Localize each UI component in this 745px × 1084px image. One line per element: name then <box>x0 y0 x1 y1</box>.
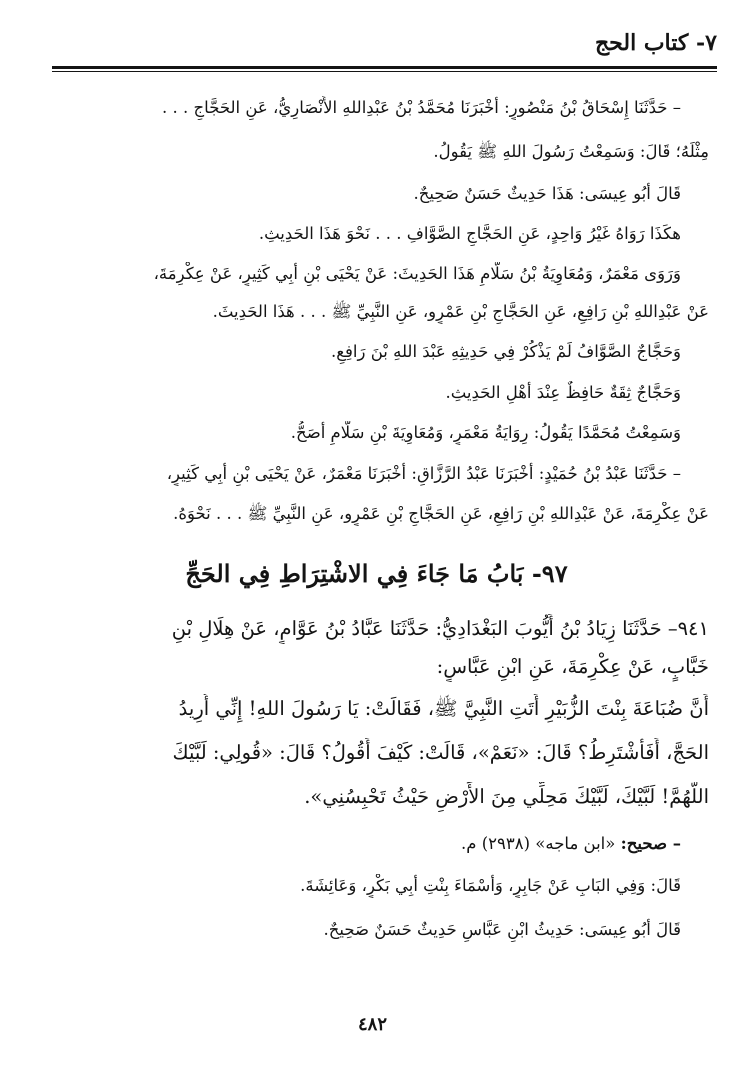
matn-line: أَنَّ ضُبَاعَةَ بِنْتَ الزُّبَيْرِ أَتَتِ النَّبِيَّ ﷺ، فَقَالَتْ: يَا رَسُولَ اللهِ! إِنِّي أُرِيدُ <box>178 697 709 720</box>
isnad-line: ٩٤١– حَدَّثَنَا زِيَادُ بْنُ أَيُّوبَ البَغْدَادِيُّ: حَدَّثَنَا عَبَّادُ بْنُ عَوَّامٍ، عَنْ هِلَالِ بْنِ <box>171 617 709 640</box>
text-line: قَالَ أَبُو عِيسَى: حَدِيثُ ابْنِ عَبَّاسٍ حَدِيثٌ حَسَنٌ صَحِيحٌ. <box>323 920 681 939</box>
text-line: مِثْلَهُ؛ قَالَ: وَسَمِعْتُ رَسُولَ اللهِ ﷺ يَقُولُ. <box>433 142 709 161</box>
isnad-line: خَبَّابٍ، عَنْ عِكْرِمَةَ، عَنِ ابْنِ عَبَّاسٍ: <box>436 655 709 678</box>
text-line: قَالَ: وَفِي البَابِ عَنْ جَابِرٍ، وَأَسْمَاءَ بِنْتِ أَبِي بَكْرٍ، وَعَائِشَةَ. <box>300 876 681 895</box>
running-header-title: ٧- كتاب الحج <box>594 30 717 56</box>
text-line: وَحَجَّاجٌ الصَّوَّافُ لَمْ يَذْكُرْ فِي حَدِيثِهِ عَبْدَ اللهِ بْنَ رَافِعٍ. <box>331 342 681 361</box>
matn-line: اللَّهُمَّ! لَبَّيْكَ، لَبَّيْكَ مَحِلِّي مِنَ الأَرْضِ حَيْثُ تَحْبِسُنِي». <box>304 785 709 808</box>
text-line: – حَدَّثَنَا إِسْحَاقُ بْنُ مَنْصُورٍ: أَخْبَرَنَا مُحَمَّدُ بْنُ عَبْدِاللهِ الأَنْصَارِيُّ، عَنِ الحَجَّاجِ . . . <box>162 98 681 117</box>
header-rule-thin <box>52 71 717 72</box>
text-line: هكَذَا رَوَاهُ غَيْرُ وَاحِدٍ، عَنِ الحَجَّاجِ الصَّوَّافِ . . . نَحْوَ هَذَا الحَدِيثِ. <box>258 224 681 243</box>
text-line: عَنْ عَبْدِاللهِ بْنِ رَافِعٍ، عَنِ الحَجَّاجِ بْنِ عَمْرٍو، عَنِ النَّبِيِّ ﷺ . . . هَذَا الحَدِيثَ. <box>212 302 709 321</box>
page-number: ٤٨٢ <box>357 1014 387 1035</box>
text-line: وَحَجَّاجٌ ثِقَةٌ حَافِظٌ عِنْدَ أَهْلِ الحَدِيثِ. <box>445 383 681 402</box>
header-rule-thick <box>52 66 717 69</box>
text-line: وَرَوَى مَعْمَرٌ، وَمُعَاوِيَةُ بْنُ سَلَّامٍ هَذَا الحَدِيثَ: عَنْ يَحْيَى بْنِ أَبِي كَثِيرٍ، عَنْ عِكْرِمَةَ، <box>153 264 681 283</box>
chapter-heading: ٩٧- بَابُ مَا جَاءَ فِي الاشْتِرَاطِ فِي الحَجِّ <box>185 559 568 588</box>
grade-reference: «ابن ماجه» (٢٩٣٨) م. <box>460 834 616 853</box>
grade-label: – صحيح: <box>620 834 681 853</box>
grade-line <box>44 832 681 856</box>
text-line: عَنْ عِكْرِمَةَ، عَنْ عَبْدِاللهِ بْنِ رَافِعٍ، عَنِ الحَجَّاجِ بْنِ عَمْرٍو، عَنِ النَّبِيِّ ﷺ . . . نَحْوَهُ. <box>173 504 709 523</box>
text-line: – حَدَّثَنَا عَبْدُ بْنُ حُمَيْدٍ: أَخْبَرَنَا عَبْدُ الرَّزَّاقِ: أَخْبَرَنَا مَعْمَرٌ، عَنْ يَحْيَى بْنِ أَبِي كَثِيرٍ، <box>166 464 681 483</box>
text-line: وَسَمِعْتُ مُحَمَّدًا يَقُولُ: رِوَايَةُ مَعْمَرٍ، وَمُعَاوِيَةَ بْنِ سَلَّامٍ أَصَحُّ. <box>290 423 681 442</box>
matn-line: الحَجَّ، أَفَأَشْتَرِطُ؟ قَالَ: «نَعَمْ»، قَالَتْ: كَيْفَ أَقُولُ؟ قَالَ: «قُولِي: لَبَّيْكَ <box>172 741 709 764</box>
text-line: قَالَ أَبُو عِيسَى: هَذَا حَدِيثٌ حَسَنٌ صَحِيحٌ. <box>413 184 681 203</box>
